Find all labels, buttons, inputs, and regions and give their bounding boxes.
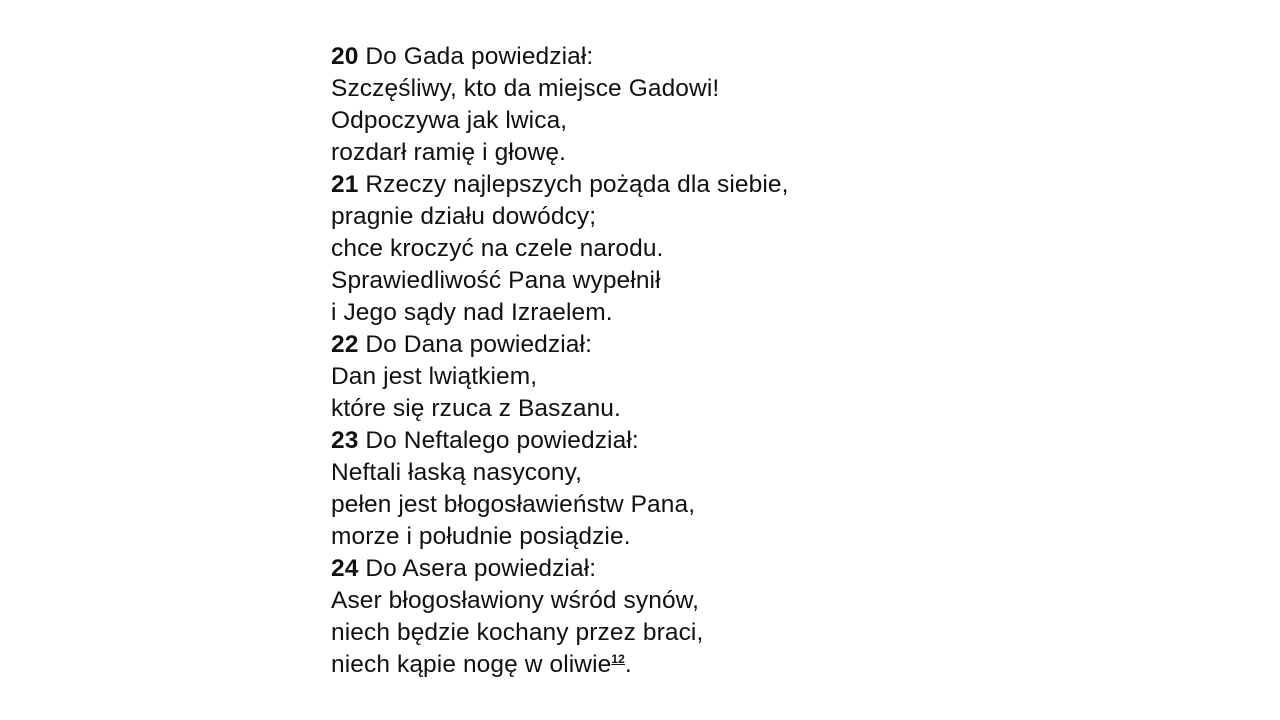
verse-number: 21: [331, 171, 359, 198]
line-text: pełen jest błogosławieństw Pana,: [331, 491, 696, 518]
passage-text: [331, 41, 1031, 681]
line-text: Do Neftalego powiedział:: [358, 427, 639, 454]
line-text: Do Asera powiedział:: [358, 555, 597, 582]
line-text: pragnie działu dowódcy;: [331, 203, 597, 230]
text-line: [331, 617, 1031, 649]
line-text: Neftali łaską nasycony,: [331, 459, 583, 486]
text-line: [331, 169, 1031, 201]
line-text: Aser błogosławiony wśród synów,: [331, 587, 700, 614]
line-text: Sprawiedliwość Pana wypełnił: [331, 267, 661, 294]
text-line: [331, 393, 1031, 425]
line-text: Szczęśliwy, kto da miejsce Gadowi!: [331, 75, 720, 102]
line-text: i Jego sądy nad Izraelem.: [331, 299, 613, 326]
text-line: [331, 457, 1031, 489]
line-text: Rzeczy najlepszych pożąda dla siebie,: [358, 171, 789, 198]
text-line: [331, 489, 1031, 521]
text-line: [331, 361, 1031, 393]
line-text: niech będzie kochany przez braci,: [331, 619, 704, 646]
line-text: rozdarł ramię i głowę.: [331, 139, 567, 166]
line-text: które się rzuca z Baszanu.: [331, 395, 621, 422]
verse-number: 22: [331, 331, 359, 358]
text-line: [331, 297, 1031, 329]
text-line: [331, 585, 1031, 617]
line-text: morze i południe posiądzie.: [331, 523, 631, 550]
line-text: chce kroczyć na czele narodu.: [331, 235, 664, 262]
verse-number: 23: [331, 427, 359, 454]
text-line: [331, 521, 1031, 553]
text-line: [331, 553, 1031, 585]
line-text: Do Dana powiedział:: [358, 331, 592, 358]
line-text: Odpoczywa jak lwica,: [331, 107, 568, 134]
line-text: Dan jest lwiątkiem,: [331, 363, 538, 390]
text-line: [331, 649, 1031, 681]
footnote-link[interactable]: 12: [611, 651, 625, 666]
text-line: [331, 73, 1031, 105]
text-line: [331, 329, 1031, 361]
text-line: [331, 425, 1031, 457]
verse-number: 20: [331, 43, 359, 70]
verse-number: 24: [331, 555, 359, 582]
line-end-punctuation: .: [624, 651, 632, 678]
text-line: [331, 265, 1031, 297]
text-line: [331, 233, 1031, 265]
text-line: [331, 201, 1031, 233]
line-text: niech kąpie nogę w oliwie: [331, 651, 612, 678]
line-text: Do Gada powiedział:: [358, 43, 594, 70]
text-line: [331, 105, 1031, 137]
text-line: [331, 137, 1031, 169]
text-line: [331, 41, 1031, 73]
